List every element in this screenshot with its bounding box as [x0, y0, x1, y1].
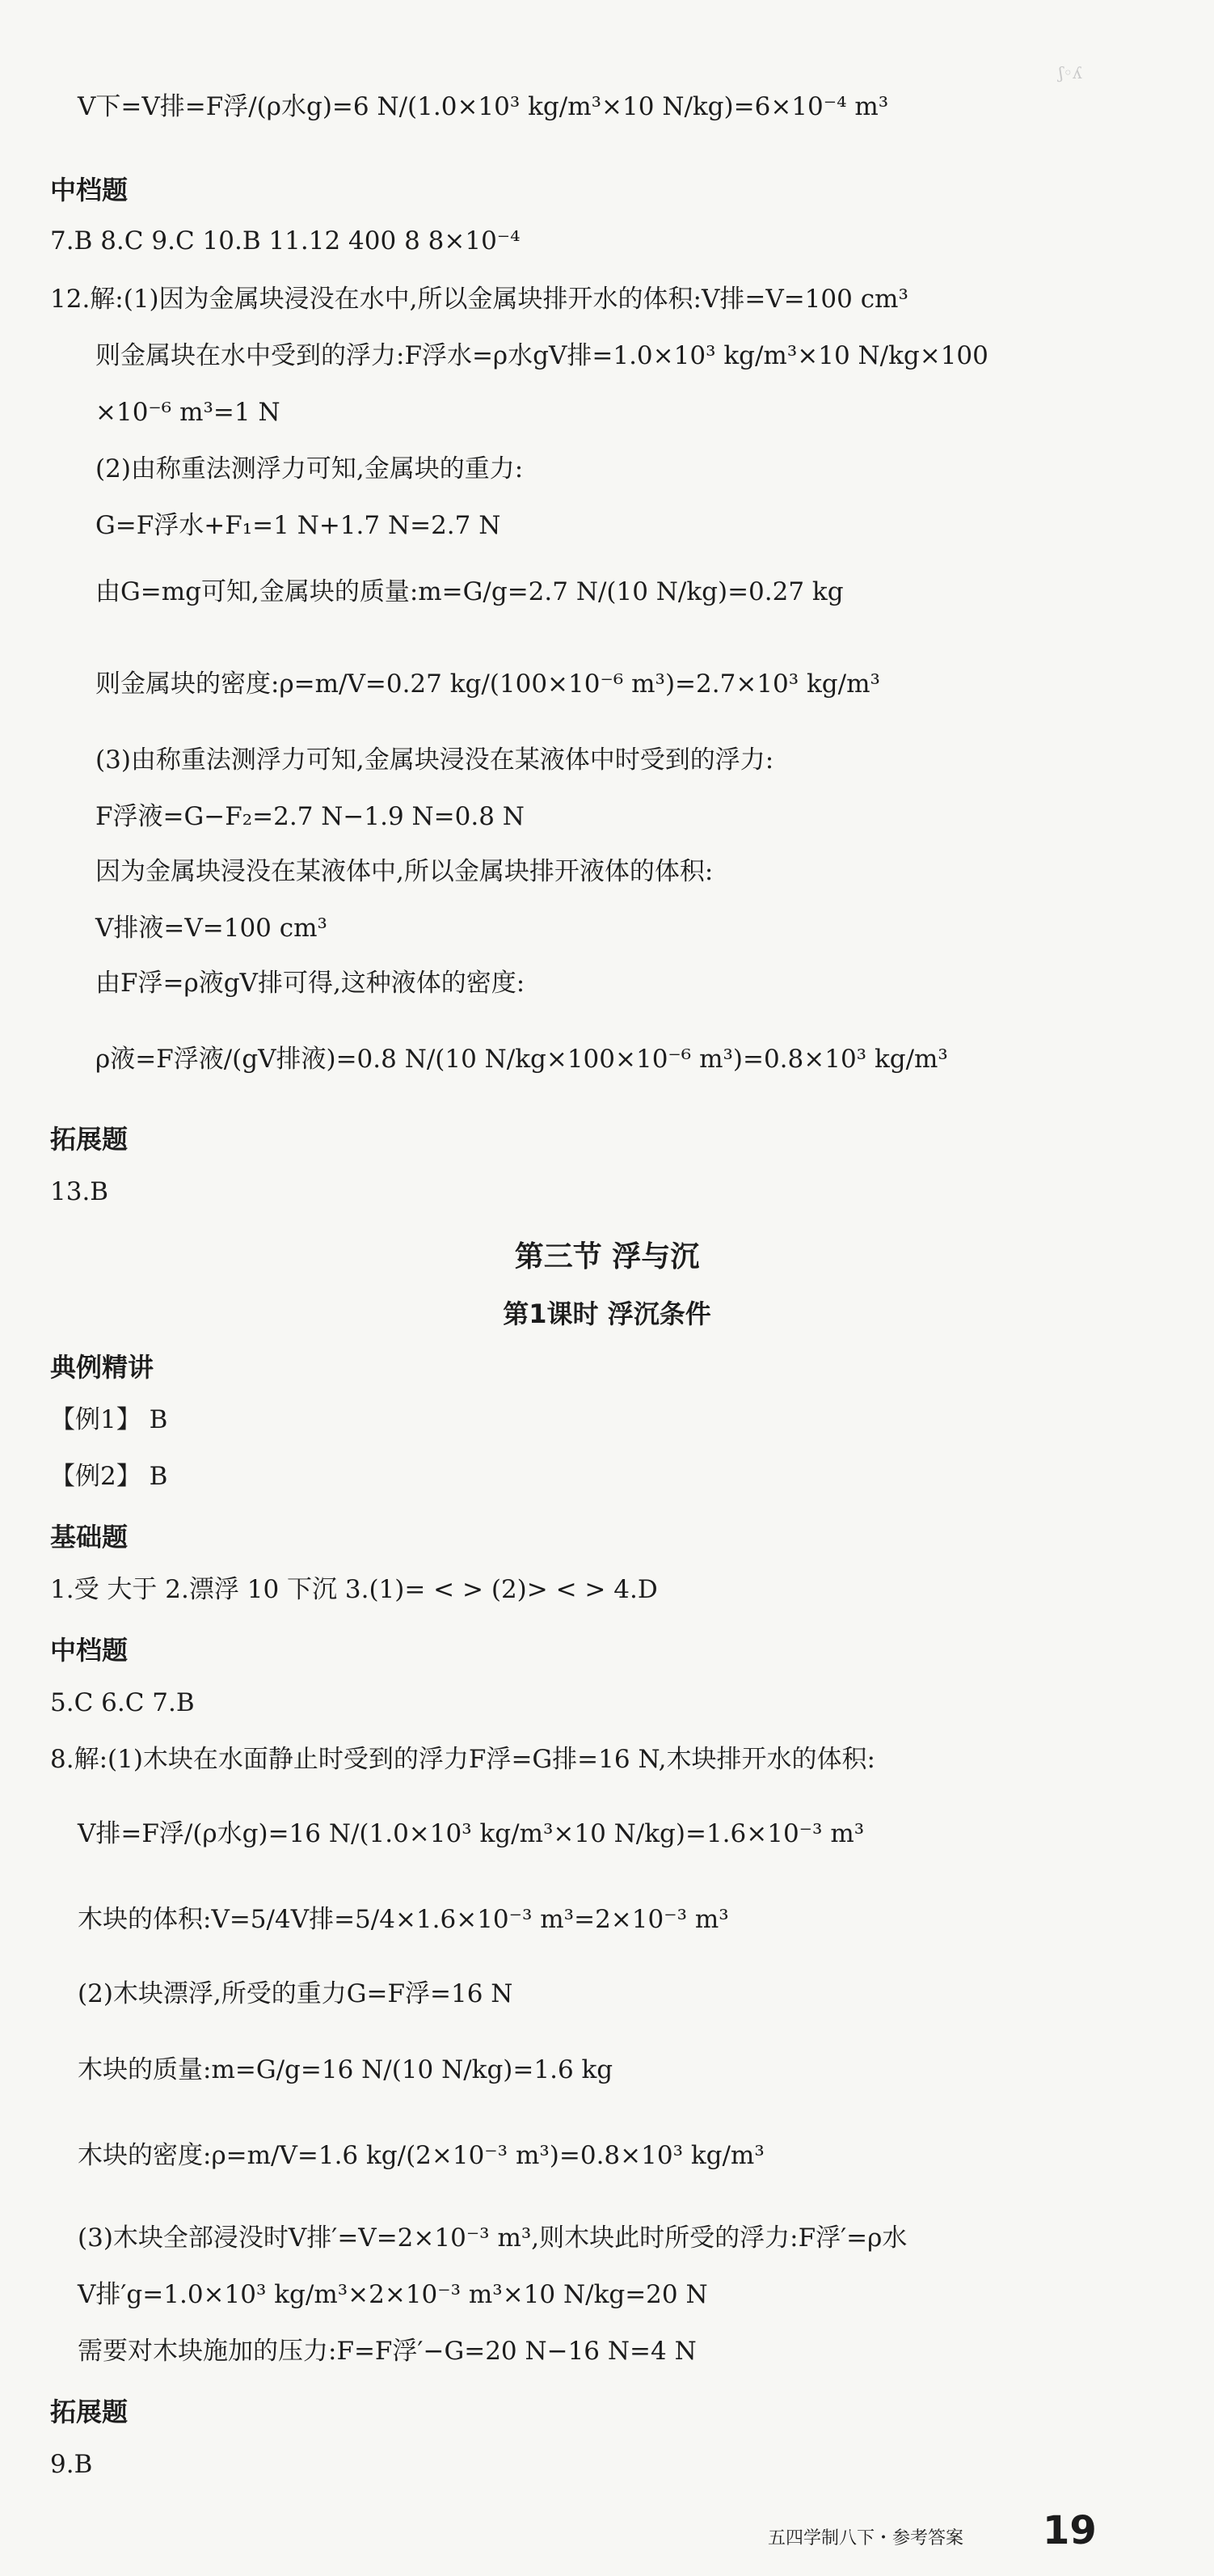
page-footer: 五四学制八下・参考答案 [768, 2528, 964, 2549]
formula-line: 木块的体积:V=5/4V排=5/4×1.6×10⁻³ m³=2×10⁻³ m³ [78, 1905, 729, 1934]
section-heading: 中档题 [50, 1635, 129, 1666]
section-heading: 基础题 [50, 1522, 129, 1552]
formula-line: V排=F浮/(ρ水g)=16 N/(1.0×10³ kg/m³×10 N/kg)=1.6×10⁻³ m³ [78, 1819, 865, 1848]
answer-line: 由F浮=ρ液gV排可得,这种液体的密度: [95, 969, 525, 998]
answer-line: (2)木块漂浮,所受的重力G=F浮=16 N [78, 1979, 513, 2008]
formula-line: V下=V排=F浮/(ρ水g)=6 N/(1.0×10³ kg/m³×10 N/kg)=6×10⁻⁴ m³ [78, 92, 889, 121]
formula-line: 木块的质量:m=G/g=16 N/(10 N/kg)=1.6 kg [78, 2055, 613, 2084]
section-heading: 典例精讲 [50, 1352, 154, 1383]
answer-line: 【例2】 B [50, 1462, 168, 1491]
answer-line: F浮液=G−F₂=2.7 N−1.9 N=0.8 N [95, 802, 525, 831]
section-heading: 中档题 [50, 175, 129, 205]
answer-line: 5.C 6.C 7.B [50, 1688, 195, 1717]
answer-line: 9.B [50, 2450, 93, 2479]
formula-line: 由G=mg可知,金属块的质量:m=G/g=2.7 N/(10 N/kg)=0.27 kg [95, 577, 844, 606]
answer-line: 13.B [50, 1177, 109, 1206]
answer-line: V排′g=1.0×10³ kg/m³×2×10⁻³ m³×10 N/kg=20 N [78, 2280, 708, 2309]
corner-stamp: ʃ◦ʎ [1059, 63, 1082, 82]
formula-line: 则金属块的密度:ρ=m/V=0.27 kg/(100×10⁻⁶ m³)=2.7×10³ kg/m³ [95, 669, 880, 699]
answer-line: 因为金属块浸没在某液体中,所以金属块排开液体的体积: [95, 857, 714, 886]
section-title: 第三节 浮与沉 [514, 1240, 700, 1273]
answer-line: 8.解:(1)木块在水面静止时受到的浮力F浮=G排=16 N,木块排开水的体积: [50, 1745, 875, 1774]
page-number: 19 [1043, 2508, 1097, 2553]
answer-line: G=F浮水+F₁=1 N+1.7 N=2.7 N [95, 511, 501, 540]
answer-line: 则金属块在水中受到的浮力:F浮水=ρ水gV排=1.0×10³ kg/m³×10 N/kg×100 [95, 341, 988, 370]
answer-line: (2)由称重法测浮力可知,金属块的重力: [95, 454, 524, 484]
answer-line: 需要对木块施加的压力:F=F浮′−G=20 N−16 N=4 N [78, 2337, 697, 2366]
lesson-title: 第1课时 浮沉条件 [503, 1299, 711, 1329]
answer-line: V排液=V=100 cm³ [95, 914, 327, 943]
answer-line: (3)木块全部浸没时V排′=V=2×10⁻³ m³,则木块此时所受的浮力:F浮′=ρ水 [78, 2223, 908, 2253]
answer-line: 7.B 8.C 9.C 10.B 11.12 400 8 8×10⁻⁴ [50, 226, 521, 255]
answer-line: 【例1】 B [50, 1405, 168, 1434]
section-heading: 拓展题 [50, 1124, 129, 1155]
formula-line: ρ液=F浮液/(gV排液)=0.8 N/(10 N/kg×100×10⁻⁶ m³)=0.8×10³ kg/m³ [95, 1045, 948, 1074]
section-heading: 拓展题 [50, 2397, 129, 2427]
answer-line: 1.受 大于 2.漂浮 10 下沉 3.(1)= < > (2)> < > 4.D [50, 1575, 658, 1604]
answer-line: ×10⁻⁶ m³=1 N [95, 398, 280, 427]
answer-line: (3)由称重法测浮力可知,金属块浸没在某液体中时受到的浮力: [95, 745, 774, 775]
formula-line: 木块的密度:ρ=m/V=1.6 kg/(2×10⁻³ m³)=0.8×10³ kg/m³ [78, 2141, 765, 2170]
answer-line: 12.解:(1)因为金属块浸没在水中,所以金属块排开水的体积:V排=V=100 cm³ [50, 285, 908, 314]
